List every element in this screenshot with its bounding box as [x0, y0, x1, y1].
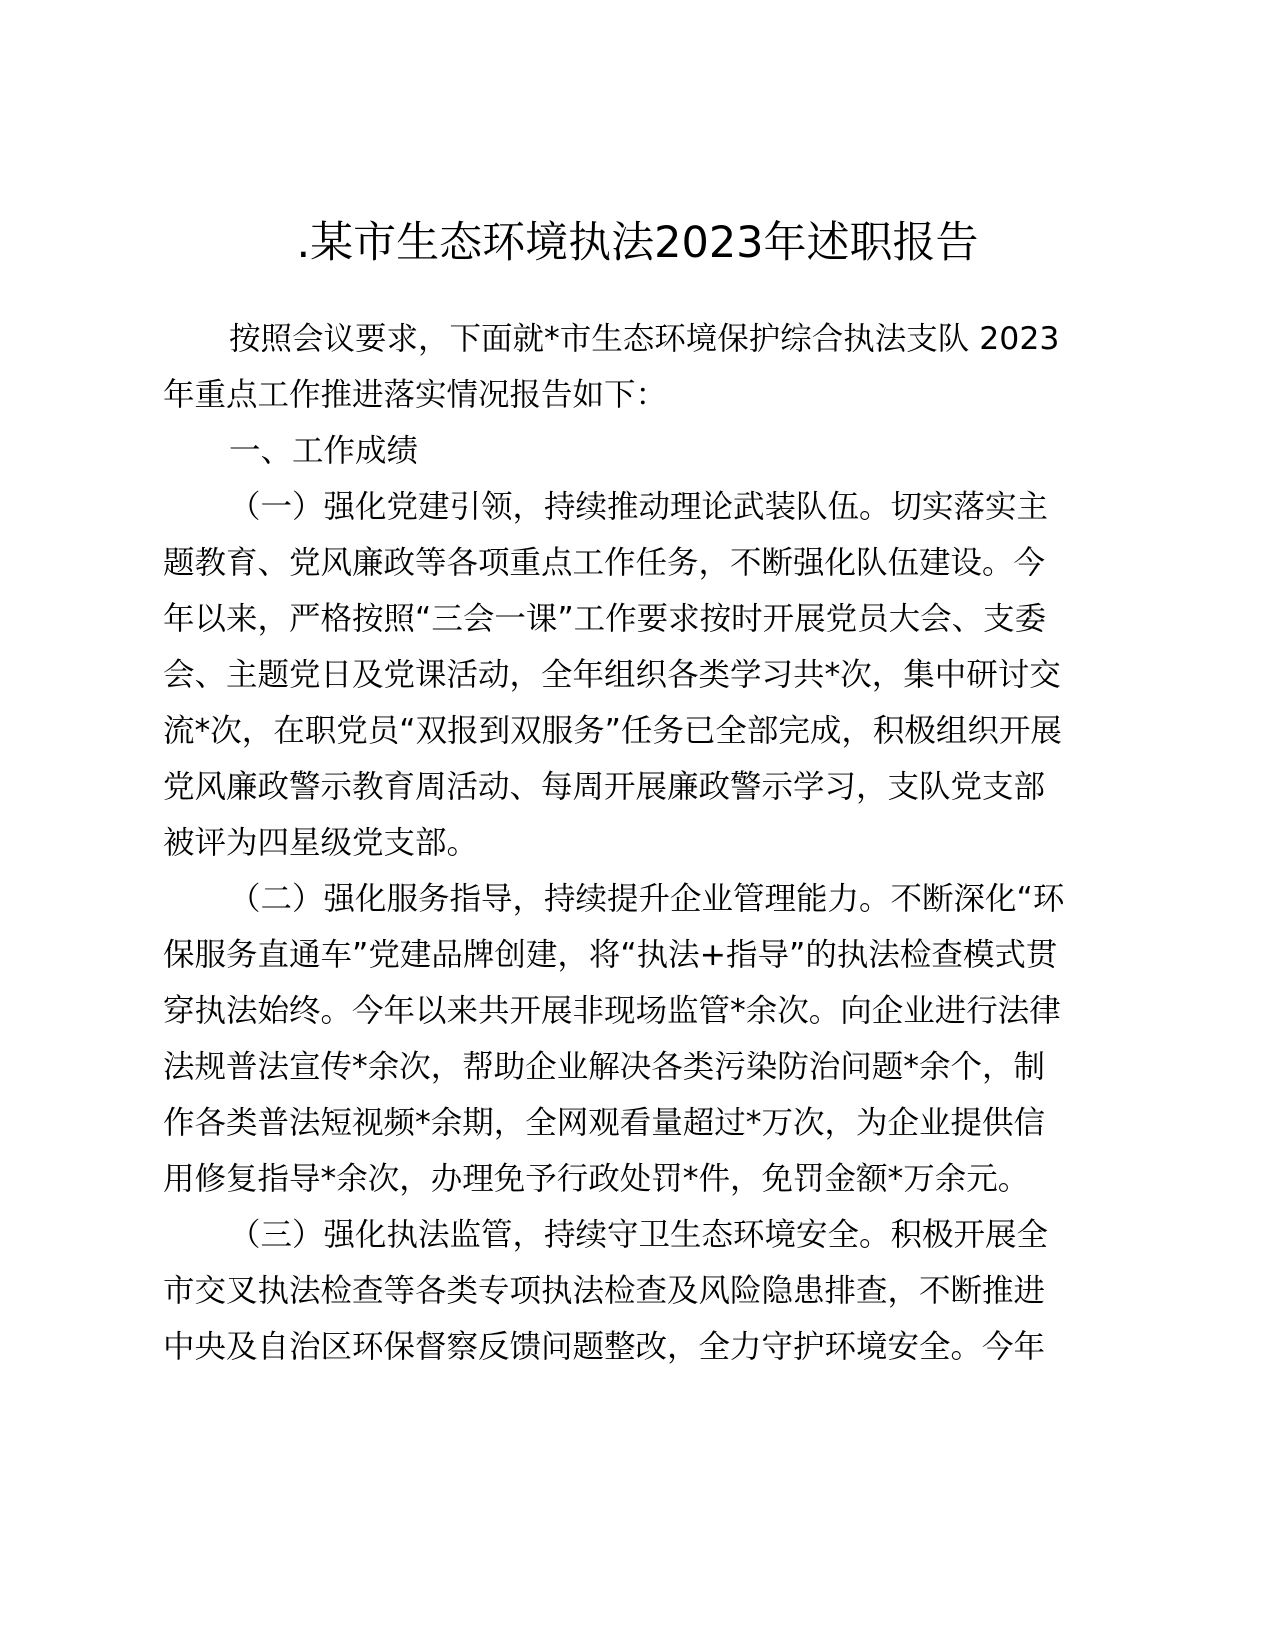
body-line: 法规普法宣传*余次，帮助企业解决各类污染防治问题*余个，制	[163, 1049, 1046, 1085]
body-line: （一）强化党建引领，持续推动理论武装队伍。切实落实主	[229, 489, 1049, 525]
body-line: 流*次，在职党员“双报到双服务”任务已全部完成，积极组织开展	[163, 713, 1062, 749]
body-line: 市交叉执法检查等各类专项执法检查及风险隐患排查，不断推进	[163, 1273, 1046, 1309]
body-line: 作各类普法短视频*余期，全网观看量超过*万次，为企业提供信	[163, 1105, 1046, 1141]
body-line: 会、主题党日及党课活动，全年组织各类学习共*次，集中研讨交	[163, 657, 1061, 693]
body-line: 中央及自治区环保督察反馈问题整改，全力守护环境安全。今年	[163, 1329, 1046, 1365]
body-line: 被评为四星级党支部。	[163, 825, 479, 861]
body-line: 穿执法始终。今年以来共开展非现场监管*余次。向企业进行法律	[163, 993, 1061, 1029]
body-line: 按照会议要求，下面就*市生态环境保护综合执法支队 2023	[229, 321, 1060, 357]
body-line: 一、工作成绩	[229, 433, 419, 469]
body-line: 年以来，严格按照“三会一课”工作要求按时开展党员大会、支委	[163, 601, 1047, 637]
body-line: 题教育、党风廉政等各项重点工作任务，不断强化队伍建设。今	[163, 545, 1046, 581]
body-line: 用修复指导*余次，办理免予行政处罚*件，免罚金额*万余元。	[163, 1161, 1030, 1197]
body-line: 年重点工作推进落实情况报告如下：	[163, 377, 668, 413]
body-line: （三）强化执法监管，持续守卫生态环境安全。积极开展全	[229, 1217, 1049, 1253]
document-body	[163, 311, 1123, 1375]
body-line: 保服务直通车”党建品牌创建，将“执法+指导”的执法检查模式贯	[163, 937, 1058, 973]
body-line: （二）强化服务指导，持续提升企业管理能力。不断深化“环	[229, 881, 1065, 917]
body-line: 党风廉政警示教育周活动、每周开展廉政警示学习，支队党支部	[163, 769, 1046, 805]
document-title: .某市生态环境执法2023年述职报告	[296, 218, 979, 268]
